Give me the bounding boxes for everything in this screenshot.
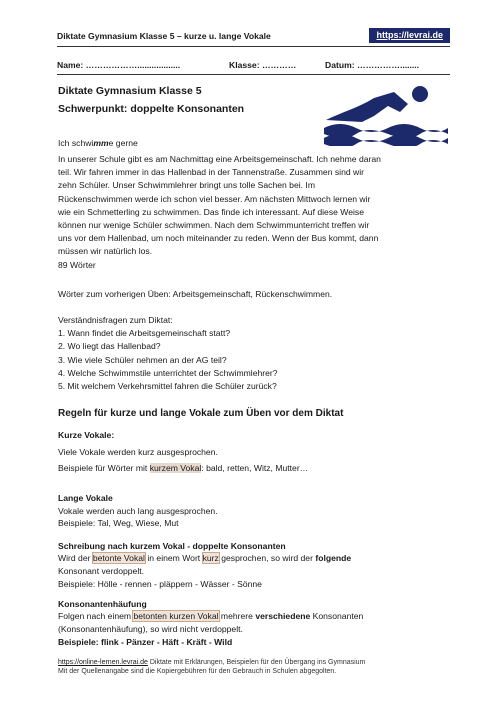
page-header — [57, 28, 450, 47]
schreib-text: in einem Wort — [144, 553, 203, 563]
haeuf-rule — [58, 610, 450, 650]
doc-title: Diktate Gymnasium Klasse 5 — [58, 85, 202, 97]
schreib-examples: Beispiele: Hölle - rennen - pläppern - Wässer - Sönne — [58, 579, 262, 590]
dictation-paragraph — [58, 153, 450, 272]
schreib-highlight: kurz — [202, 553, 219, 563]
intro-line — [58, 137, 450, 150]
haeuf-text: mehrere — [218, 611, 256, 621]
paragraph-line: Rückenschwimmen werde ich schon viel besser. Am nächsten Mittwoch lernen wir — [58, 193, 371, 204]
name-field: Name: ……………….................. — [57, 60, 181, 70]
haeuf-title: Konsonantenhäufung — [58, 599, 147, 609]
schreib-line-1 — [58, 552, 450, 565]
rules-title: Regeln für kurze und lange Vokale zum Üben vor dem Diktat — [58, 408, 344, 419]
questions-block — [58, 314, 450, 393]
paragraph-line: uns vor dem Hallenbad, um noch miteinander zu reden. Wenn der Bus kommt, dann — [58, 233, 379, 244]
intro-highlight: mm — [93, 138, 109, 148]
kurz-title: Kurze Vokale: — [58, 430, 115, 440]
kurz-ex-text: Beispiele für Wörter mit — [58, 463, 150, 473]
schreib-text: gesprochen, so wird der — [218, 553, 316, 563]
haeuf-line-1 — [58, 610, 450, 623]
haeuf-text: Folgen nach einem — [58, 611, 134, 621]
paragraph-line: können nur wenige Schüler schwimmen. Nach dem Schwimmunterricht treffen wir — [58, 220, 370, 231]
schreib-text: Wird der — [58, 553, 93, 563]
kurz-text: Viele Vokale werden kurz ausgesprochen. — [58, 447, 218, 457]
doc-subtitle: Schwerpunkt: doppelte Konsonanten — [58, 103, 245, 115]
schreib-line-2: Konsonant verdoppelt. — [58, 566, 145, 577]
lang-title: Lange Vokale — [58, 493, 113, 503]
haeuf-examples: Beispiele: flink - Pänzer - Häft - Kräft - Wild — [58, 637, 233, 648]
haeuf-text: Konsonanten — [310, 611, 364, 621]
kurz-ex-highlight: kurzem Vokal — [149, 463, 202, 473]
page-footer — [58, 658, 458, 676]
paragraph-line: In unserer Schule gibt es am Nachmittag eine Arbeitsgemeinschaft. Ich nehme daran — [58, 154, 381, 164]
kurz-examples — [58, 462, 450, 475]
question-item: 2. Wo liegt das Hallenbad? — [58, 341, 161, 352]
footer-text: Diktate mit Erklärungen, Beispielen für den Übergang ins Gymnasium — [147, 659, 366, 666]
schreib-highlight: betonte Vokal — [92, 553, 145, 563]
haeuf-bold: verschiedene — [255, 611, 311, 621]
class-field: Klasse: ………… — [229, 60, 297, 70]
question-item: 1. Wann findet die Arbeitsgemeinschaft statt? — [58, 328, 231, 339]
date-field: Datum: ……………........ — [325, 60, 420, 70]
schreib-rule — [58, 552, 450, 592]
lang-examples: Beispiele: Tal, Weg, Wiese, Mut — [58, 518, 179, 528]
haeuf-line-2: (Konsonantenhäufung), so wird nicht verdoppelt. — [58, 624, 243, 635]
question-item: 4. Welche Schwimmstile unterrichtet der Schwimmlehrer? — [58, 367, 278, 378]
question-item: 3. Wie viele Schüler nehmen an der AG teil? — [58, 354, 227, 365]
header-link[interactable]: https://levrai.de — [369, 28, 450, 43]
footer-note: Mit der Quellenangabe sind die Kopiergebühren für den Gebrauch in Schulen abgegolten. — [58, 668, 337, 675]
header-title: Diktate Gymnasium Klasse 5 – kurze u. lange Vokale — [57, 31, 271, 41]
name-row — [57, 58, 450, 75]
practice-words: Wörter zum vorherigen Üben: Arbeitsgemeinschaft, Rückenschwimmen. — [58, 289, 333, 299]
paragraph-line: zehn Schüler. Unser Schwimmlehrer bringt uns tolle Sachen bei. Im — [58, 180, 315, 191]
question-item: 5. Mit welchem Verkehrsmittel fahren die Schüler zurück? — [58, 381, 277, 392]
intro-text-a: Ich schwi — [58, 138, 94, 148]
schreib-title: Schreibung nach kurzem Vokal - doppelte Konsonanten — [58, 541, 286, 551]
paragraph-line: wie ein Schmetterling zu schwimmen. Das finde ich interessant. Auf diese Weise — [58, 206, 365, 217]
haeuf-highlight: betonten kurzen Vokal — [133, 611, 219, 621]
paragraph-line: teil. Wir fahren immer in das Hallenbad in der Tannenstraße. Zusammen sind wir — [58, 167, 365, 178]
paragraph-line: müssen wir natürlich los. — [58, 246, 153, 257]
kurz-ex-words: : bald, retten, Witz, Mutter… — [201, 463, 309, 473]
intro-text-b: e gerne — [108, 138, 138, 148]
word-count: 89 Wörter — [58, 259, 96, 270]
lang-text: Vokale werden auch lang ausgesprochen. — [58, 506, 218, 516]
footer-link[interactable]: https://online-lernen.levrai.de — [58, 659, 148, 666]
schreib-bold: folgende — [315, 553, 352, 563]
questions-title: Verständnisfragen zum Diktat: — [58, 315, 173, 325]
